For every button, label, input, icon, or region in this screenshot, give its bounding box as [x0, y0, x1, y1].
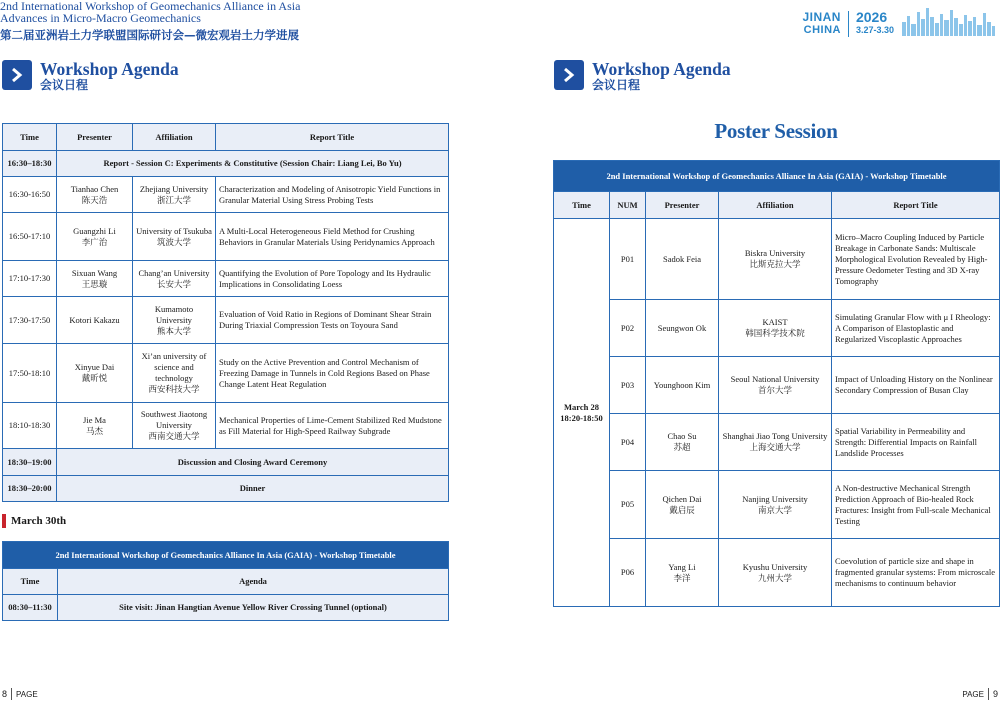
page-number: 8: [2, 689, 8, 699]
row-num: P03: [610, 357, 646, 414]
poster-date: March 28: [563, 401, 600, 412]
col-header-report-title: Report Title: [832, 192, 1000, 219]
page-number: 9: [992, 689, 998, 699]
row-time: 18:10-18:30: [3, 403, 57, 449]
col-header-presenter: Presenter: [57, 124, 133, 151]
conference-subtitle-en: Advances in Micro-Macro Geomechanics: [0, 11, 201, 25]
march30-label: March 30th: [11, 515, 67, 527]
table-row: [554, 357, 1000, 414]
row-report-title: Evaluation of Void Ratio in Regions of Dominant Shear Strain During Triaxial Compression Tests on Toyoura Sand: [216, 297, 449, 344]
section-heading-left: [2, 60, 179, 93]
row-report-title: Coevolution of particle size and shape in fragmented granular systems: From microscale mechanisms to continuum behavior: [832, 539, 1000, 607]
row-presenter: Seungwon Ok: [646, 300, 719, 357]
row-report-title: A Non-destructive Mechanical Strength Prediction Approach of Bio-healed Rock Fractures: Insight from Full-scale Mechanical Testing: [832, 471, 1000, 539]
table-row: [3, 344, 449, 403]
row-report-title: Micro–Macro Coupling Induced by Particle Breakage in Carbonate Sands: Multiscale Morphological Evolution Revealed by High-Pressure Oedometer Testing and 3D X-ray Tomography: [832, 219, 1000, 300]
dinner-title: Dinner: [57, 476, 449, 502]
page-label: PAGE: [16, 689, 38, 699]
agenda-item: Site visit: Jinan Hangtian Avenue Yellow River Crossing Tunnel (optional): [58, 595, 449, 621]
row-affiliation: University of Tsukuba 筑波大学: [133, 213, 216, 261]
left-footer: [2, 688, 38, 700]
footer-divider: [988, 688, 989, 700]
col-header-presenter: Presenter: [646, 192, 719, 219]
table-row: [3, 261, 449, 297]
row-presenter: Sadok Feia: [646, 219, 719, 300]
table-header-row: [3, 569, 449, 595]
row-report-title: A Multi-Local Heterogeneous Field Method for Crushing Behaviors in Granular Materials Using Peridynamics Approach: [216, 213, 449, 261]
dinner-row: [3, 476, 449, 502]
chevron-right-icon: [554, 60, 584, 90]
row-report-title: Simulating Granular Flow with μ I Rheology: A Comparison of Elastoplastic and Regularized Viscoplastic Approaches: [832, 300, 1000, 357]
table-row: [554, 539, 1000, 607]
march30-table: [2, 541, 449, 621]
table-caption-row: [554, 161, 1000, 192]
accent-bar: [2, 514, 6, 528]
row-num: P01: [610, 219, 646, 300]
row-time: 16:30-16:50: [3, 177, 57, 213]
row-report-title: Study on the Active Prevention and Control Mechanism of Freezing Damage in Tunnels in Cold Regions Based on Phase Change Latent Heat Regulation: [216, 344, 449, 403]
closing-time: 18:30–19:00: [3, 449, 57, 476]
row-affiliation: Xi’an university of science and technology 西安科技大学: [133, 344, 216, 403]
section-title-zh: 会议日程: [40, 78, 89, 92]
dinner-time: 18:30–20:00: [3, 476, 57, 502]
right-footer: [962, 688, 998, 700]
row-report-title: Mechanical Properties of Lime-Cement Stabilized Red Mudstone as Fill Material for High-Speed Railway Subgrade: [216, 403, 449, 449]
table-row: [3, 297, 449, 344]
page-label: PAGE: [962, 689, 984, 699]
table-row: [3, 595, 449, 621]
table-caption-row: [3, 542, 449, 569]
row-affiliation: Chang’an University 长安大学: [133, 261, 216, 297]
row-time: 17:30-17:50: [3, 297, 57, 344]
row-num: P04: [610, 414, 646, 471]
chevron-right-icon: [2, 60, 32, 90]
table-row: [554, 414, 1000, 471]
col-header-affiliation: Affiliation: [719, 192, 832, 219]
poster-time-range: 18:20-18:50: [560, 412, 603, 423]
brand-year: 2026: [855, 8, 888, 25]
row-presenter: Jie Ma 马杰: [57, 403, 133, 449]
row-time: 17:50-18:10: [3, 344, 57, 403]
march30-caption: 2nd International Workshop of Geomechanics Alliance In Asia (GAIA) - Workshop Timetable: [3, 542, 449, 569]
poster-session-title: Poster Session: [714, 119, 838, 143]
row-presenter: Yang Li 李洋: [646, 539, 719, 607]
brand-dates: 3.27-3.30: [855, 24, 894, 35]
row-report-title: Impact of Unloading History on the Nonlinear Secondary Compression of Busan Clay: [832, 357, 1000, 414]
table-row: [3, 213, 449, 261]
row-presenter: Tianhao Chen 陈天浩: [57, 177, 133, 213]
table-row: [554, 219, 1000, 300]
row-affiliation: Zhejiang University 浙江大学: [133, 177, 216, 213]
poster-session-table: [553, 160, 1000, 607]
row-presenter: Guangzhi Li 李广治: [57, 213, 133, 261]
col-header-affiliation: Affiliation: [133, 124, 216, 151]
section-title-en: Workshop Agenda: [592, 59, 731, 79]
conference-header: [0, 0, 360, 43]
closing-row: [3, 449, 449, 476]
section-heading-right: [554, 60, 731, 93]
row-presenter: Sixuan Wang 王思璇: [57, 261, 133, 297]
row-time: 16:50-17:10: [3, 213, 57, 261]
section-title-zh: 会议日程: [592, 78, 641, 92]
row-num: P06: [610, 539, 646, 607]
brand-divider: [848, 11, 849, 37]
session-row: [3, 151, 449, 177]
col-header-time: Time: [3, 569, 58, 595]
col-header-num: NUM: [610, 192, 646, 219]
row-report-title: Quantifying the Evolution of Pore Topology and Its Hydraulic Implications in Consolidating Loess: [216, 261, 449, 297]
row-report-title: Spatial Variability in Permeability and Strength: Differential Impacts on Rainfall Landslide Processes: [832, 414, 1000, 471]
row-report-title: Characterization and Modeling of Anisotropic Yield Functions in Granular Material Using Stress Probing Tests: [216, 177, 449, 213]
conference-title-zh: 第二届亚洲岩土力学联盟国际研讨会—微宏观岩土力学进展: [0, 28, 299, 42]
col-header-agenda: Agenda: [58, 569, 449, 595]
table-row: [3, 403, 449, 449]
row-num: P02: [610, 300, 646, 357]
brand-city: JINAN: [802, 9, 841, 24]
agenda-time: 08:30–11:30: [3, 595, 58, 621]
row-affiliation: KAIST 韩国科学技术院: [719, 300, 832, 357]
session-title: Report - Session C: Experiments & Constitutive (Session Chair: Liang Lei, Bo Yu): [57, 151, 449, 177]
table-row: [554, 471, 1000, 539]
row-presenter: Chao Su 苏超: [646, 414, 719, 471]
closing-title: Discussion and Closing Award Ceremony: [57, 449, 449, 476]
col-header-report-title: Report Title: [216, 124, 449, 151]
row-time: 17:10-17:30: [3, 261, 57, 297]
row-presenter: Qichen Dai 戴启辰: [646, 471, 719, 539]
table-row: [3, 177, 449, 213]
footer-divider: [11, 688, 12, 700]
col-header-time: Time: [554, 192, 610, 219]
session-schedule-table: [2, 123, 449, 502]
section-title-en: Workshop Agenda: [40, 59, 179, 79]
march30-heading: [2, 514, 66, 528]
session-time: 16:30–18:30: [3, 151, 57, 177]
row-presenter: Kotori Kakazu: [57, 297, 133, 344]
row-affiliation: Kumamoto University 熊本大学: [133, 297, 216, 344]
right-page: [500, 0, 1000, 704]
row-affiliation: Kyushu University 九州大学: [719, 539, 832, 607]
row-affiliation: Nanjing University 南京大学: [719, 471, 832, 539]
event-brand: [802, 6, 996, 41]
row-num: P05: [610, 471, 646, 539]
conference-title-en: 2nd International Workshop of Geomechanics Alliance in Asia: [0, 0, 301, 13]
row-presenter: Younghoon Kim: [646, 357, 719, 414]
table-row: [554, 300, 1000, 357]
table-header-row: [3, 124, 449, 151]
col-header-time: Time: [3, 124, 57, 151]
table-header-row: [554, 192, 1000, 219]
poster-caption: 2nd International Workshop of Geomechanics Alliance In Asia (GAIA) - Workshop Timetable: [554, 161, 1000, 192]
brand-country: CHINA: [803, 23, 841, 36]
row-affiliation: Southwest Jiaotong University 西南交通大学: [133, 403, 216, 449]
row-affiliation: Seoul National University 首尔大学: [719, 357, 832, 414]
row-affiliation: Biskra University 比斯克拉大学: [719, 219, 832, 300]
row-affiliation: Shanghai Jiao Tong University 上海交通大学: [719, 414, 832, 471]
city-skyline-icon: [900, 6, 996, 41]
row-presenter: Xinyue Dai 戴昕悦: [57, 344, 133, 403]
poster-time-cell: [554, 219, 610, 607]
